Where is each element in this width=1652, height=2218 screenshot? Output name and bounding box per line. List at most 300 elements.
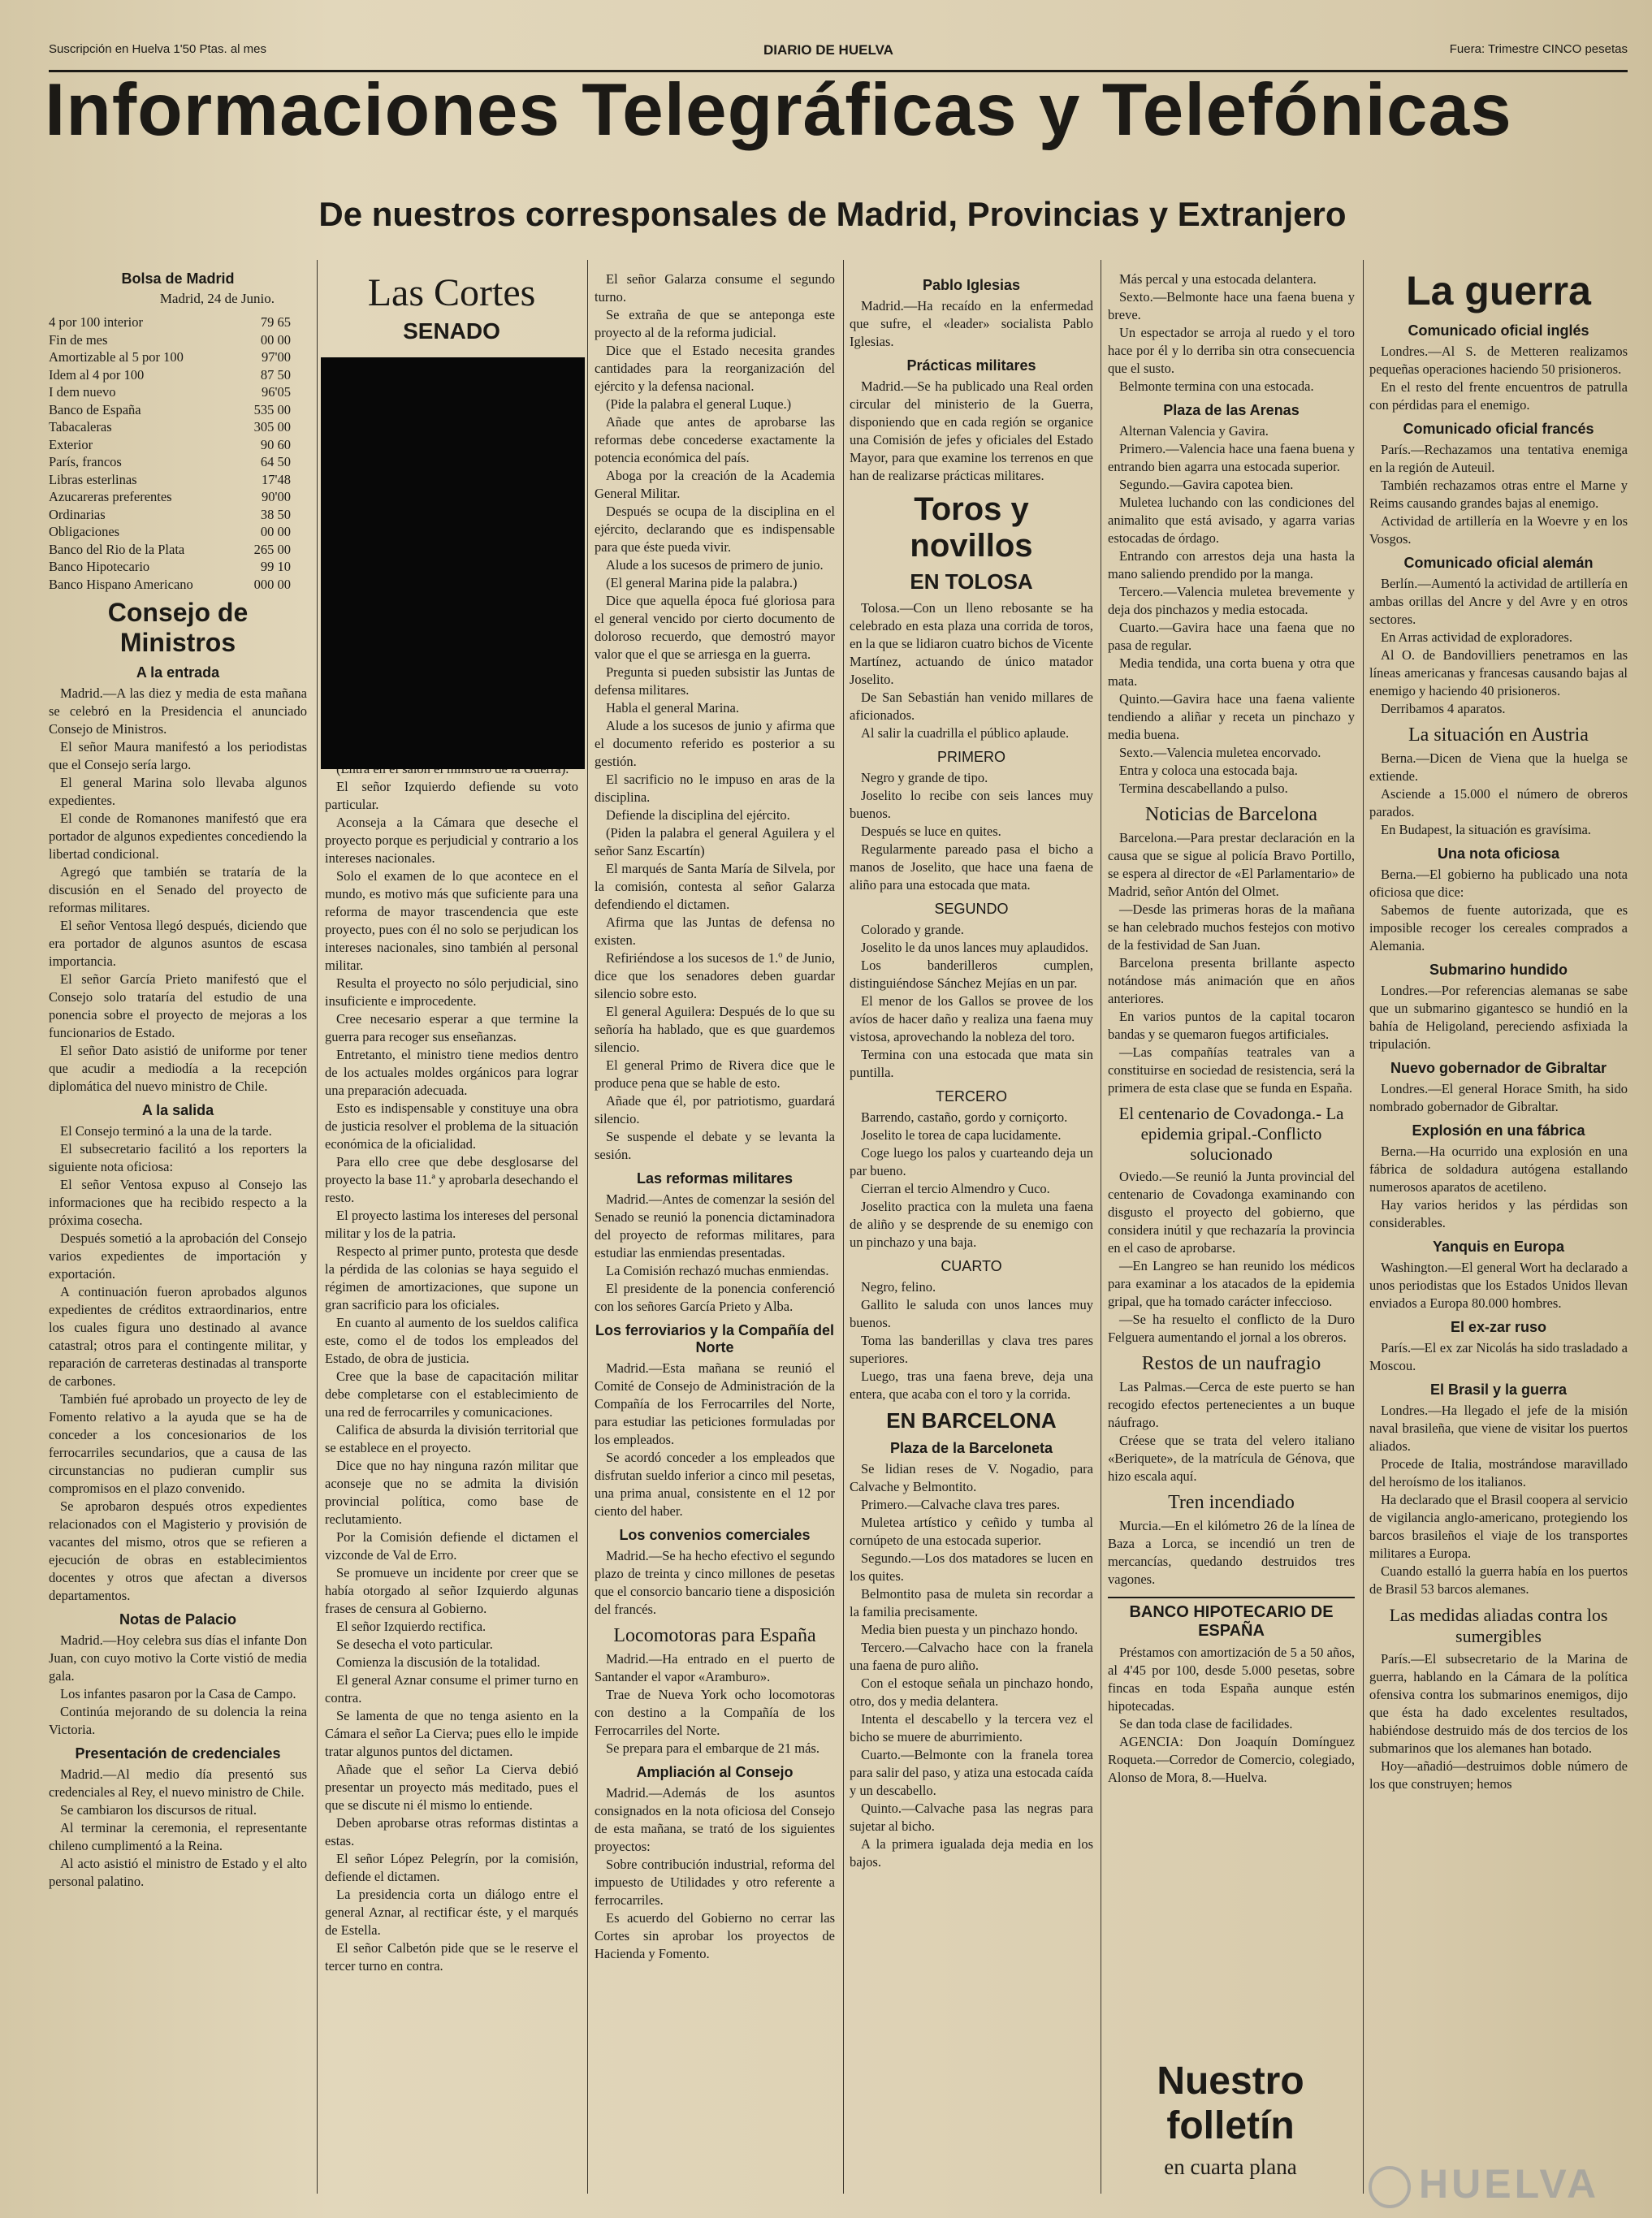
subscription-note: Suscripción en Huelva 1'50 Ptas. al mes [49, 42, 267, 56]
paragraph: Añade que antes de aprobarse las reformas debe concederse exactamente la potencia económica del país. [595, 414, 835, 465]
bolsa-item-name: Fin de mes [49, 331, 108, 348]
paragraph: Joselito le da unos lances muy aplaudidos. [861, 940, 1088, 955]
paragraph: Entra y coloca una estocada baja. [1119, 763, 1298, 778]
paragraph: (El general Marina pide la palabra.) [606, 575, 798, 590]
explosion-heading: Explosión en una fábrica [1412, 1122, 1585, 1139]
submarino-heading: Submarino hundido [1429, 962, 1568, 978]
bolsa-row [49, 506, 307, 524]
bolsa-row [49, 313, 307, 331]
paragraph: También rechazamos otras entre el Marne y Reims causando grandes bajas al enemigo. [1369, 478, 1628, 511]
paragraph: Se acordó conceder a los empleados que disfrutan sueldo inferior a cinco mil pesetas, una prima anual, consistente en el 12 por ciento del haber. [595, 1450, 835, 1519]
tren-heading: Tren incendiado [1168, 1492, 1295, 1513]
bolsa-item-name: Libras esterlinas [49, 471, 137, 487]
paragraph: Por la Comisión defiende el dictamen el vizconde de Val de Erro. [325, 1529, 578, 1563]
paragraph: Barrendo, castaño, gordo y corniçorto. [861, 1109, 1068, 1125]
paragraph: El menor de los Gallos se provee de los avíos de hacer daño y realiza una faena muy vistosa, aprovechando la nobleza del toro. [850, 993, 1093, 1044]
paragraph: Se lidian reses de V. Nogadio, para Calvache y Belmontito. [850, 1461, 1093, 1494]
bolsa-row [49, 453, 307, 471]
aliadas-heading: Las medidas aliadas contra los sumergibles [1389, 1605, 1608, 1646]
bolsa-item-name: Ordinarias [49, 506, 106, 522]
submarino-text [1369, 982, 1628, 1053]
paragraph: Alternan Valencia y Gavira. [1119, 423, 1269, 439]
paragraph: El señor Ventosa llegó después, diciendo que era portador de algunos asuntos de escasa importancia. [49, 918, 307, 969]
paragraph: Muletea luchando con las condiciones del animalito que está avisado, y agarra varias estocadas de órdago. [1108, 495, 1355, 546]
paragraph: El señor Izquierdo rectifica. [336, 1619, 487, 1634]
tercero-heading: TERCERO [935, 1088, 1007, 1105]
paragraph: Madrid.—Se ha publicado una Real orden circular del ministerio de la Guerra, disponiendo que en cada región se organice una Comisión de jefes y oficiales del Estado Mayor, para que examine los terrenos en que han de realizarse prácticas militares. [850, 378, 1093, 483]
paragraph: Hay varios heridos y las pérdidas son considerables. [1369, 1197, 1628, 1230]
primero-heading: PRIMERO [936, 749, 1005, 765]
locomotoras-text [595, 1650, 835, 1758]
paragraph: Derribamos 4 aparatos. [1381, 701, 1506, 716]
guerra-title: La guerra [1406, 270, 1591, 313]
bolsa-row [49, 418, 307, 436]
paper-name: DIARIO DE HUELVA [763, 42, 893, 58]
paragraph: Madrid.—Hoy celebra sus días el infante Don Juan, con cuyo motivo la Corte vistió de media gala. [49, 1632, 307, 1684]
paragraph: Se promueve un incidente por creer que se había otorgado al señor Izquierdo algunas frases de censura al Gobierno. [325, 1565, 578, 1616]
bolsa-item-name: Idem al 4 por 100 [49, 366, 145, 383]
bolsa-item-name: Banco Hipotecario [49, 559, 150, 574]
paragraph: Oviedo.—Se reunió la Junta provincial del centenario de Covadonga examinando con disgusto el proyecto del gobierno, que considera inútil y que rechazaría la provincia en el caso de aprobarse. [1108, 1169, 1355, 1256]
palacio-text [49, 1632, 307, 1739]
explosion-text [1369, 1143, 1628, 1232]
paragraph: Con el estoque señala un pinchazo hondo, otro, dos y media delantera. [850, 1675, 1093, 1709]
paragraph: El general Aznar consume el primer turno en contra. [325, 1672, 578, 1706]
paragraph: Belmonte termina con una estocada. [1119, 378, 1314, 394]
paragraph: El señor Dato asistió de uniforme por tener que acudir a mediodía a la recepción diplomática del nuevo ministro de Chile. [49, 1043, 307, 1094]
ferroviarios-heading: Los ferroviarios y la Compañía del Norte [595, 1322, 835, 1355]
paragraph: El señor Galarza consume el segundo turno. [595, 271, 835, 305]
bolsa-item-value: 99 10 [260, 559, 291, 574]
practicas-text [850, 378, 1093, 485]
ingles-text [1369, 343, 1628, 414]
paragraph: Segundo.—Los dos matadores se lucen en los quites. [850, 1550, 1093, 1584]
paragraph: Se lamenta de que no tenga asiento en la Cámara el señor La Cierva; pues ello le impide tratar algunos puntos del dictamen. [325, 1708, 578, 1759]
paragraph: Después se ocupa de la disciplina en el ejército, declarando que es indispensable para que éste pueda vivir. [595, 504, 835, 555]
paragraph: Hoy—añadió—destruimos doble número de los que construyen; hemos [1369, 1758, 1628, 1792]
paragraph: Agregó que también se trataría de la discusión en el Senado del proyecto de reformas militares. [49, 864, 307, 915]
paragraph: Media tendida, una corta buena y otra que mata. [1108, 655, 1355, 689]
paragraph: Más percal y una estocada delantera. [1119, 271, 1317, 287]
barceloneta-cont-text [1108, 270, 1355, 396]
paragraph: A continuación fueron aprobados algunos expedientes de créditos extraordinarios, entre los cuales figura uno destinado al avance catastral; otros para el contingente militar, y reparación de carreteras destinadas al transporte de carbones. [49, 1284, 307, 1389]
iglesias-text [850, 297, 1093, 351]
paragraph: En Arras actividad de exploradores. [1381, 629, 1572, 645]
watermark-text: HUELVA [1419, 2161, 1600, 2207]
paragraph: Se aprobaron después otros expedientes relacionados con el Magisterio y provisión de vacantes del mismo, otros que se refieren a ejecución de obras en establecimientos docentes y otros que afectan a diversos departamentos. [49, 1498, 307, 1603]
paragraph: —Las compañías teatrales van a constituirse en sociedad de resistencia, será la primera de esta clase que se funda en España. [1108, 1044, 1355, 1096]
noticias-text [1108, 829, 1355, 1097]
bolsa-title: Bolsa de Madrid [121, 270, 235, 287]
paragraph: Cierran el tercio Almendro y Cuco. [861, 1181, 1050, 1196]
paragraph: Segundo.—Gavira capotea bien. [1119, 477, 1294, 492]
paragraph: Dice que aquella época fué gloriosa para el general vencido por cierto documento de doloroso recuerdo, que demostró mayor valor que el que se arriesga en la guerra. [595, 593, 835, 662]
paragraph: Intenta el descabello y la tercera vez el bicho se muere de aburrimiento. [850, 1711, 1093, 1745]
reformas-heading: Las reformas militares [636, 1170, 794, 1187]
salida-text [49, 1122, 307, 1605]
column-4 [850, 270, 1093, 2202]
bolsa-item-value: 87 50 [260, 366, 291, 383]
bolsa-row [49, 331, 307, 349]
frances-text [1369, 441, 1628, 548]
paragraph: Barcelona.—Para prestar declaración en la causa que se sigue al policía Bravo Portillo, se espera al director de «El Parlamentario» de Madrid, señor Antón del Olmet. [1108, 830, 1355, 899]
paragraph: Colorado y grande. [861, 922, 964, 937]
paragraph: A la primera igualada deja media en los bajos. [850, 1836, 1093, 1870]
paragraph: Joselito practica con la muleta una faena de aliño y se desprende de su enemigo con un pinchazo y una baja. [850, 1199, 1093, 1250]
primero-text [850, 769, 1093, 894]
column-rule [587, 260, 588, 2194]
brasil-heading: El Brasil y la guerra [1429, 1381, 1568, 1398]
paragraph: Tercero.—Valencia muletea brevemente y deja dos pinchazos y media estocada. [1108, 584, 1355, 617]
practicas-heading: Prácticas militares [906, 357, 1036, 374]
paragraph: Quinto.—Calvache pasa las negras para sujetar al bicho. [850, 1801, 1093, 1834]
paragraph: Cree necesario esperar a que termine la guerra para recoger sus enseñanzas. [325, 1011, 578, 1044]
paragraph: Berna.—Dicen de Viena que la huelga se extiende. [1369, 750, 1628, 784]
bolsa-item-value: 00 00 [260, 524, 291, 539]
paragraph: Entrando con arrestos deja una hasta la mano saliendo prendido por la manga. [1108, 548, 1355, 582]
folletin-box [1133, 2059, 1328, 2180]
column-6 [1369, 270, 1628, 2202]
paragraph: Joselito lo recibe con seis lances muy buenos. [850, 788, 1093, 821]
cortes-title: Las Cortes [367, 271, 536, 314]
top-bar [49, 37, 1628, 72]
paragraph: El presidente de la ponencia conferenció con los señores García Prieto y Alba. [595, 1281, 835, 1314]
paragraph: Londres.—Al S. de Metteren realizamos pequeñas operaciones haciendo 50 prisioneros. [1369, 344, 1628, 377]
paragraph: Sexto.—Belmonte hace una faena buena y breve. [1108, 289, 1355, 322]
paragraph: En el resto del frente encuentros de patrulla con pérdidas para el enemigo. [1369, 379, 1628, 413]
paragraph: Dice que no hay ninguna razón militar que aconseje que no se admita la división provincial política, como base de reclutamiento. [325, 1458, 578, 1527]
paragraph: Londres.—Ha llegado el jefe de la misión naval brasileña, que viene de visitar los puertos aliados. [1369, 1403, 1628, 1454]
bolsa-item-value: 00 00 [260, 331, 291, 348]
paragraph: Defiende la disciplina del ejército. [606, 807, 790, 823]
paragraph: Se prepara para el embarque de 21 más. [606, 1740, 820, 1756]
bolsa-item-name: Amortizable al 5 por 100 [49, 349, 184, 365]
paragraph: El subsecretario facilitó a los reporters la siguiente nota oficiosa: [49, 1141, 307, 1174]
masthead-title: Informaciones Telegráficas y Telefónicas [45, 69, 1512, 151]
paragraph: Añade que el señor La Cierva debió presentar un proyecto más meditado, pues el que se discute ni él mismo lo entiende. [325, 1762, 578, 1813]
paragraph: Gallito le saluda con unos lances muy buenos. [850, 1297, 1093, 1330]
bolsa-item-name: Exterior [49, 436, 93, 452]
reformas-text [595, 1191, 835, 1316]
bolsa-row [49, 488, 307, 506]
column-rule [1363, 260, 1364, 2194]
column-rule [843, 260, 844, 2194]
paragraph: Berna.—El gobierno ha publicado una nota oficiosa que dice: [1369, 867, 1628, 900]
bolsa-row [49, 383, 307, 401]
ampliacion-heading: Ampliación al Consejo [636, 1764, 794, 1780]
paragraph: Entretanto, el ministro tiene medios dentro de los actuales moldes orgánicos para lograr una preparación adecuada. [325, 1047, 578, 1098]
paragraph: Madrid.—Además de los asuntos consignados en la nota oficiosa del Consejo de esta mañana, se trató de los siguientes proyectos: [595, 1785, 835, 1854]
paragraph: Aconseja a la Cámara que deseche el proyecto porque es perjudicial y contrario a los intereses nacionales. [325, 815, 578, 866]
paragraph: Trae de Nueva York ocho locomotoras con destino a la Compañía de los Ferrocarriles del Norte. [595, 1687, 835, 1738]
bolsa-item-value: 79 65 [260, 314, 291, 330]
locomotoras-heading: Locomotoras para España [613, 1625, 816, 1646]
paragraph: Media bien puesta y un pinchazo hondo. [861, 1622, 1079, 1637]
paragraph: El general Marina solo llevaba algunos expedientes. [49, 775, 307, 808]
paragraph: En varios puntos de la capital tocaron bandas y se quemaron fuegos artificiales. [1108, 1009, 1355, 1042]
paragraph: Habla el general Marina. [606, 700, 740, 716]
paragraph: Primero.—Valencia hace una faena buena y entrando bien agarra una estocada superior. [1108, 441, 1355, 474]
paragraph: El marqués de Santa María de Silvela, por la comisión, contesta al señor Galarza defendiendo el dictamen. [595, 861, 835, 912]
oficiosa-text [1369, 866, 1628, 955]
paragraph: El señor Calbetón pide que se le reserve el tercer turno en contra. [325, 1940, 578, 1974]
bolsa-item-name: Obligaciones [49, 524, 120, 539]
paragraph: Londres.—El general Horace Smith, ha sido nombrado gobernador de Gibraltar. [1369, 1081, 1628, 1114]
paragraph: Para ello cree que debe desglosarse del proyecto la base 11.ª y aprobarla desechando el resto. [325, 1154, 578, 1205]
paragraph: Termina descabellando a pulso. [1119, 780, 1288, 796]
seal-icon [1369, 2166, 1411, 2208]
covadonga-heading: El centenario de Covadonga.- La epidemia gripal.-Conflicto solucionado [1118, 1104, 1344, 1164]
ampliacion-text [595, 1784, 835, 1963]
paragraph: Negro y grande de tipo. [861, 770, 988, 785]
cortes-text [325, 760, 578, 1975]
bolsa-row [49, 401, 307, 419]
paragraph: —Desde las primeras horas de la mañana se han celebrado muchos festejos con motivo de la festividad de San Juan. [1108, 901, 1355, 953]
paragraph: Después se luce en quites. [861, 824, 1001, 839]
paragraph: Ha declarado que el Brasil coopera al servicio de vigilancia anglo-americano, protegiendo los barcos brasileños el viaje de los transportes militares a Europa. [1369, 1492, 1628, 1561]
bolsa-item-value: 90'00 [262, 489, 291, 504]
bolsa-item-value: 90 60 [260, 436, 291, 452]
paragraph: Primero.—Calvache clava tres pares. [861, 1497, 1061, 1512]
tercero-text [850, 1109, 1093, 1252]
barcelona-heading: EN BARCELONA [886, 1408, 1057, 1433]
column-rule [317, 260, 318, 2194]
paragraph: Es acuerdo del Gobierno no cerrar las Cortes sin aprobar los proyectos de Hacienda y Fomento. [595, 1910, 835, 1961]
paragraph: El conde de Romanones manifestó que era portador de algunos expedientes concediendo la libertad condicional. [49, 811, 307, 862]
paragraph: Se cambiaron los discursos de ritual. [60, 1802, 257, 1818]
consejo-title: Consejo de Ministros [107, 598, 249, 657]
paragraph: Se extraña de que se anteponga este proyecto al de la reforma judicial. [595, 307, 835, 340]
iglesias-heading: Pablo Iglesias [922, 277, 1021, 293]
entrada-heading: A la entrada [136, 664, 220, 681]
paragraph: Se suspende el debate y se levanta la sesión. [595, 1129, 835, 1162]
bolsa-item-name: 4 por 100 interior [49, 314, 143, 330]
salida-heading: A la salida [141, 1102, 214, 1118]
paragraph: La presidencia corta un diálogo entre el general Aznar, al rectificar éste, y el marqués de Estella. [325, 1887, 578, 1938]
paragraph: Barcelona presenta brillante aspecto notándose más animación que en años anteriores. [1108, 955, 1355, 1006]
bolsa-item-value: 64 50 [260, 454, 291, 469]
entrada-text [49, 685, 307, 1096]
paragraph: Préstamos con amortización de 5 a 50 años, al 4'45 por 100, desde 5.000 pesetas, sobre fincas en toda España aunque estén hipotecadas. [1108, 1645, 1355, 1714]
paragraph: Toma las banderillas y clava tres pares superiores. [850, 1333, 1093, 1366]
tolosa-heading: EN TOLOSA [910, 569, 1033, 594]
austria-text [1369, 750, 1628, 839]
convenios-heading: Los convenios comerciales [619, 1527, 811, 1543]
paragraph: Al salir la cuadrilla el público aplaude. [861, 725, 1070, 741]
paragraph: Tercero.—Calvacho hace con la franela una faena de puro aliño. [850, 1640, 1093, 1673]
paragraph: Madrid.—Se ha hecho efectivo el segundo plazo de treinta y cinco millones de pesetas que el consorcio bancario tiene a disposición del francés. [595, 1548, 835, 1617]
cuarto-heading: CUARTO [941, 1258, 1002, 1274]
paragraph: Deben aprobarse otras reformas distintas a estas. [325, 1815, 578, 1848]
bolsa-item-name: París, francos [49, 454, 122, 469]
paragraph: Refiriéndose a los sucesos de 1.º de Junio, dice que los senadores deben guardar silencio sobre esto. [595, 950, 835, 1001]
paragraph: Los banderilleros cumplen, distinguiéndose Sánchez Mejías en un par. [850, 958, 1093, 991]
paragraph: Termina con una estocada que mata sin puntilla. [850, 1047, 1093, 1080]
paragraph: Procede de Italia, mostrándose maravillado del heroísmo de los italianos. [1369, 1456, 1628, 1489]
paragraph: El sacrificio no le impuso en aras de la disciplina. [595, 772, 835, 805]
paragraph: Al O. de Bandovilliers penetramos en las líneas americanas y francesas causando bajas al enemigo y haciendo 40 prisioneros. [1369, 647, 1628, 698]
credenciales-heading: Presentación de credenciales [75, 1745, 281, 1762]
paragraph: Sobre contribución industrial, reforma del impuesto de Utilidades y otro referente a ferrocarriles. [595, 1857, 835, 1908]
bolsa-table [49, 313, 307, 593]
paragraph: Tolosa.—Con un lleno rebosante se ha celebrado en esta plaza una corrida de toros, en la que se lidiaron cuatro bichos de Vicente Martínez, actuando de único matador Joselito. [850, 600, 1093, 687]
paragraph: Murcia.—En el kilómetro 26 de la línea de Baza a Lorca, se incendió un tren de mercancías, quedando destruidos tres vagones. [1108, 1518, 1355, 1587]
gibraltar-text [1369, 1080, 1628, 1116]
gibraltar-heading: Nuevo gobernador de Gibraltar [1390, 1060, 1607, 1076]
paragraph: Madrid.—Antes de comenzar la sesión del Senado se reunió la ponencia dictaminadora del proyecto de reformas militares, para estudiar las enmiendas presentadas. [595, 1191, 835, 1260]
aleman-text [1369, 575, 1628, 718]
subhead-title: De nuestros corresponsales de Madrid, Provincias y Extranjero [318, 195, 1347, 233]
zar-text [1369, 1339, 1628, 1375]
austria-heading: La situación en Austria [1408, 724, 1589, 746]
paragraph: Aboga por la creación de la Academia General Militar. [595, 468, 835, 501]
paragraph: Al acto asistió el ministro de Estado y el alto personal palatino. [49, 1856, 307, 1889]
bolsa-row [49, 558, 307, 576]
paragraph: Sexto.—Valencia muletea encorvado. [1119, 745, 1321, 760]
column-1 [49, 270, 307, 2202]
paragraph: —En Langreo se han reunido los médicos para examinar a los atacados de la epidemia gripal, que ha tomado carácter infeccioso. [1108, 1258, 1355, 1309]
paragraph: Créese que se trata del velero italiano «Beriquete», de la matrícula de Génova, que hizo escala aquí. [1108, 1433, 1355, 1484]
bolsa-item-value: 305 00 [253, 419, 291, 435]
segundo-text [850, 921, 1093, 1082]
paragraph: Joselito le torea de capa lucidamente. [861, 1127, 1062, 1143]
bolsa-item-value: 17'48 [262, 471, 291, 487]
paragraph: El Consejo terminó a la una de la tarde. [60, 1123, 272, 1139]
paragraph: Alude a los sucesos de primero de junio. [606, 557, 824, 573]
paragraph: Comienza la discusión de la totalidad. [336, 1654, 541, 1670]
paragraph: Respecto al primer punto, protesta que desde la pérdida de las colonias se haya seguido el régimen de amortizaciones, que supone un gran sacrificio para los oficiales. [325, 1243, 578, 1312]
paragraph: Afirma que las Juntas de defensa no existen. [595, 914, 835, 948]
folletin-note: en cuarta plana [1164, 2155, 1297, 2179]
bolsa-row [49, 471, 307, 489]
paragraph: Asciende a 15.000 el número de obreros parados. [1369, 786, 1628, 819]
credenciales-text [49, 1766, 307, 1891]
paragraph: Las Palmas.—Cerca de este puerto se han recogido efectos pertenecientes a un buque náufrago. [1108, 1379, 1355, 1430]
paragraph: En Budapest, la situación es gravísima. [1381, 822, 1591, 837]
aliadas-text [1369, 1650, 1628, 1793]
paragraph: Madrid.—Ha recaído en la enfermedad que sufre, el «leader» socialista Pablo Iglesias. [850, 298, 1093, 349]
segundo-heading: SEGUNDO [934, 901, 1009, 917]
paragraph: El señor López Pelegrín, por la comisión, defiende el dictamen. [325, 1851, 578, 1884]
paragraph: Washington.—El general Wort ha declarado a unos periodistas que los Estados Unidos llevan enviados a Europa 80.000 hombres. [1369, 1260, 1628, 1311]
redaction-block [321, 357, 585, 769]
paragraph: De San Sebastián han venido millares de aficionados. [850, 690, 1093, 723]
bolsa-item-name: Banco de España [49, 401, 141, 417]
paragraph: —Se ha resuelto el conflicto de la Duro Felguera aumentando el jornal a los obreros. [1108, 1312, 1355, 1345]
bolsa-row [49, 366, 307, 384]
bolsa-row [49, 576, 307, 594]
paragraph: Madrid.—A las diez y media de esta mañana se celebró en la Presidencia el anunciado Consejo de Ministros. [49, 685, 307, 737]
paragraph: Continúa mejorando de su dolencia la reina Victoria. [49, 1704, 307, 1737]
barceloneta-heading: Plaza de la Barceloneta [889, 1440, 1053, 1456]
arenas-heading: Plaza de las Arenas [1163, 402, 1300, 418]
paragraph: El general Primo de Rivera dice que le produce pena que se hable de esto. [595, 1057, 835, 1091]
banco-heading: BANCO HIPOTECARIO DE ESPAÑA [1108, 1597, 1355, 1641]
paragraph: Negro, felino. [861, 1279, 936, 1295]
paragraph: Berlín.—Aumentó la actividad de artillería en ambas orillas del Ancre y del Avre y en otros sectores. [1369, 576, 1628, 627]
paragraph: En cuanto al aumento de los sueldos califica este, como el de todos los empleados del Estado, de obra de justicia. [325, 1315, 578, 1366]
bolsa-item-value: 000 00 [253, 576, 291, 592]
bolsa-item-name: Azucareras preferentes [49, 489, 172, 504]
paragraph: Actividad de artillería en la Woevre y en los Vosgos. [1369, 513, 1628, 547]
archive-watermark [1369, 2160, 1637, 2209]
zar-heading: El ex-zar ruso [1450, 1319, 1547, 1335]
paragraph: El señor García Prieto manifestó que el Consejo solo trataría del estudio de una ponencia sobre el proyecto de mejoras a los funcionarios de Estado. [49, 971, 307, 1040]
paragraph: Madrid.—Ha entrado en el puerto de Santander el vapor «Aramburo». [595, 1651, 835, 1684]
naufragio-heading: Restos de un naufragio [1141, 1353, 1321, 1374]
bolsa-item-name: Banco del Rio de la Plata [49, 541, 185, 557]
frances-heading: Comunicado oficial francés [1403, 421, 1594, 437]
bolsa-item-value: 265 00 [253, 541, 291, 557]
paragraph: Al terminar la ceremonia, el representante chileno cumplimentó a la Reina. [49, 1820, 307, 1853]
paragraph: Muletea artístico y ceñido y tumba al cornúpeto de una estocada superior. [850, 1515, 1093, 1548]
naufragio-text [1108, 1378, 1355, 1485]
paragraph: Después sometió a la aprobación del Consejo varios expedientes de importación y exportación. [49, 1230, 307, 1282]
bolsa-item-name: Banco Hispano Americano [49, 576, 193, 592]
bolsa-row [49, 523, 307, 541]
paragraph: Alude a los sucesos de junio y afirma que el documento referido es posterior a su gestión. [595, 718, 835, 769]
paragraph: Belmontito pasa de muleta sin recordar a la familia precisamente. [850, 1586, 1093, 1619]
yanquis-text [1369, 1259, 1628, 1312]
yanquis-heading: Yanquis en Europa [1432, 1239, 1565, 1255]
paragraph: AGENCIA: Don Joaquín Domínguez Roqueta.—Corredor de Comercio, colegiado, Alonso de Mora, 8.—Huelva. [1108, 1734, 1355, 1785]
paragraph: El señor Ventosa expuso al Consejo las informaciones que ha recibido respecto a la próxima cosecha. [49, 1177, 307, 1228]
price-note: Fuera: Trimestre CINCO pesetas [1449, 42, 1628, 56]
paragraph: Cuarto.—Belmonte con la franela torea para salir del paso, y atiza una estocada caída y un descabello. [850, 1747, 1093, 1798]
bolsa-item-name: Tabacaleras [49, 419, 112, 435]
bolsa-item-value: 535 00 [253, 401, 291, 417]
bolsa-item-value: 97'00 [262, 349, 291, 365]
paragraph: Se desecha el voto particular. [336, 1636, 493, 1652]
bolsa-item-value: 96'05 [262, 384, 291, 400]
paragraph: Regularmente pareado pasa el bicho a manos de Joselito, que hace una faena de aliño para una estocada que mata. [850, 841, 1093, 893]
paragraph: También fué aprobado un proyecto de ley de Fomento relativo a la ayuda que se ha de conceder a los concesionarios de los ferrocarriles secundarios, que a causa de las circunstancias no pudieran cumplir sus compromisos en el plazo convenido. [49, 1391, 307, 1496]
paragraph: París.—El subsecretario de la Marina de guerra, hablando en la Cámara de la política ofensiva contra los submarinos enemigos, dijo que ésta ha dado excelentes resultados, habiéndose destruido más de dos tercios de los submarinos que los alemanes han botado. [1369, 1651, 1628, 1756]
palacio-heading: Notas de Palacio [119, 1611, 237, 1628]
paragraph: París.—El ex zar Nicolás ha sido trasladado a Moscou. [1369, 1340, 1628, 1373]
brasil-text [1369, 1402, 1628, 1598]
cuarto-text [850, 1278, 1093, 1403]
paragraph: Quinto.—Gavira hace una faena valiente tendiendo a aliñar y receta un pinchazo y media buena. [1108, 691, 1355, 742]
bolsa-row [49, 348, 307, 366]
arenas-text [1108, 422, 1355, 798]
folletin-title: Nuestro folletín [1157, 2060, 1304, 2147]
covadonga-text [1108, 1168, 1355, 1347]
paragraph: Resulta el proyecto no sólo perjudicial, sino insuficiente e improcedente. [325, 975, 578, 1009]
paragraph: Madrid.—Al medio día presentó sus credenciales al Rey, el nuevo ministro de Chile. [49, 1766, 307, 1800]
paragraph: Cuarto.—Gavira hace una faena que no pasa de regular. [1108, 620, 1355, 653]
banco-text [1108, 1644, 1355, 1787]
bolsa-row [49, 436, 307, 454]
paragraph: Solo el examen de lo que acontece en el mundo, es motivo más que suficiente para una reforma de mayor trascendencia que este proyecto, pues con él no solo se perjudican los intereses nacionales, sino también al personal militar. [325, 868, 578, 973]
bolsa-date: Madrid, 24 de Junio. [159, 291, 275, 306]
paragraph: (Pide la palabra el general Luque.) [606, 396, 792, 412]
column-5 [1108, 270, 1355, 2031]
paragraph: Un espectador se arroja al ruedo y el toro hace por él y lo derriba sin otra consecuencia que el susto. [1108, 325, 1355, 376]
tren-text [1108, 1517, 1355, 1589]
ferroviarios-text [595, 1360, 835, 1520]
oficiosa-heading: Una nota oficiosa [1437, 845, 1560, 862]
barceloneta-text [850, 1460, 1093, 1871]
column-3 [595, 270, 835, 2202]
paragraph: El señor Izquierdo defiende su voto particular. [325, 779, 578, 812]
paragraph: La Comisión rechazó muchas enmiendas. [606, 1263, 829, 1278]
toros-title: Toros y novillos [910, 491, 1033, 564]
paragraph: El señor Maura manifestó a los periodistas que el Consejo sería largo. [49, 739, 307, 772]
paragraph: Coge luego los palos y cuarteando deja un par bueno. [850, 1145, 1093, 1178]
paragraph: Berna.—Ha ocurrido una explosión en una fábrica de soldadura autógena estallando numerosos aparatos de acetileno. [1369, 1144, 1628, 1195]
paragraph: Se dan toda clase de facilidades. [1119, 1716, 1293, 1732]
